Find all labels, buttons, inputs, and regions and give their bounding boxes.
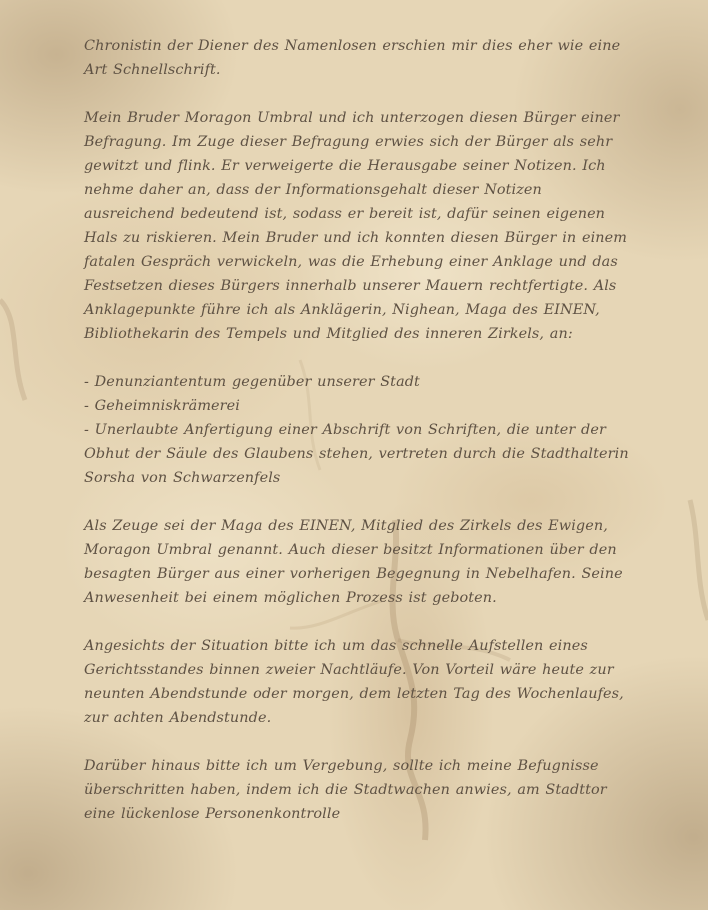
paragraph-witness: Als Zeuge sei der Maga des EINEN, Mitglied des Zirkels des Ewigen, Moragon Umbral genannt. Auch dieser besitzt Informationen über den besagten Bürger aus einer vorherigen Begegnung in Nebelhafen. Seine Anwesenheit bei einem möglichen Prozess ist geboten. (84, 518, 623, 606)
paragraph-request: Angesichts der Situation bitte ich um das schnelle Aufstellen eines Gerichtsstandes binnen zweier Nachtläufe. Von Vorteil wäre heute zur neunten Abendstunde oder morgen, dem letzten Tag des Wochenlaufes, zur achten Abendstunde. (84, 638, 624, 726)
paragraph-intro: Chronistin der Diener des Namenlosen erschien mir dies eher wie eine Art Schnellschrift. (84, 38, 621, 78)
paragraph-apology: Darüber hinaus bitte ich um Vergebung, sollte ich meine Befugnisse überschritten haben, indem ich die Stadtwachen anwies, am Stadttor eine lückenlose Personenkontrolle (84, 758, 607, 822)
document-text (84, 34, 632, 826)
charge-item: - Denunziantentum gegenüber unserer Stadt (84, 374, 420, 390)
charges-list (84, 370, 632, 490)
charge-item: - Geheimniskrämerei (84, 398, 240, 414)
charge-item: - Unerlaubte Anfertigung einer Abschrift von Schriften, die unter der Obhut der Säule des Glaubens stehen, vertreten durch die Stadthalterin Sorsha von Schwarzenfels (84, 422, 629, 486)
paragraph-interrogation: Mein Bruder Moragon Umbral und ich unterzogen diesen Bürger einer Befragung. Im Zuge dieser Befragung erwies sich der Bürger als sehr gewitzt und flink. Er verweigerte die Herausgabe seiner Notizen. Ich nehme daher an, dass der Informationsgehalt dieser Notizen ausreichend bedeutend ist, sodass er bereit ist, dafür seinen eigenen Hals zu riskieren. Mein Bruder und ich konnten diesen Bürger in einem fatalen Gespräch verwickeln, was die Erhebung einer Anklage und das Festsetzen dieses Bürgers innerhalb unserer Mauern rechtfertigte. Als Anklagepunkte führe ich als Anklägerin, Nighean, Maga des EINEN, Bibliothekarin des Tempels und Mitglied des inneren Zirkels, an: (84, 110, 627, 342)
